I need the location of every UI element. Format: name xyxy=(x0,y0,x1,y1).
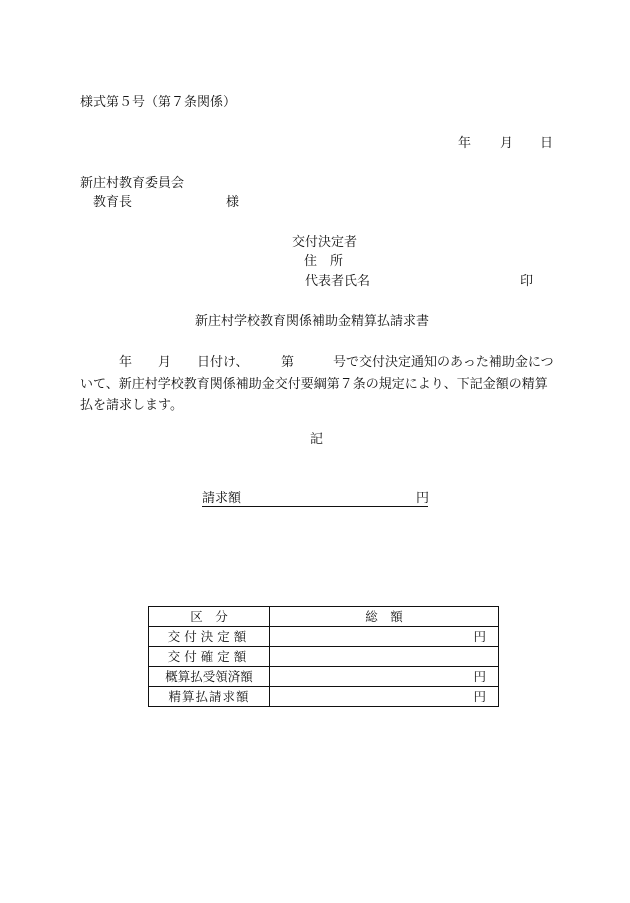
ki-marker: 記 xyxy=(310,432,324,447)
table-header-row xyxy=(149,607,499,627)
recipient-title: 教育長 xyxy=(93,195,133,210)
row-unit xyxy=(270,647,499,667)
row-label: 精算払請求額 xyxy=(149,687,270,707)
applicant-rep-label: 代表者氏名 xyxy=(305,274,371,289)
table-row xyxy=(149,667,499,687)
summary-table xyxy=(148,606,499,707)
recipient-honorific: 様 xyxy=(226,195,240,210)
row-unit: 円 xyxy=(270,687,499,707)
row-unit: 円 xyxy=(270,667,499,687)
table-row xyxy=(149,647,499,667)
table-row xyxy=(149,627,499,647)
request-amount-label: 請求額 xyxy=(202,491,242,506)
request-amount-unit: 円 xyxy=(416,491,430,506)
table-row xyxy=(149,687,499,707)
row-label: 交付確定額 xyxy=(149,647,270,667)
document-title: 新庄村学校教育関係補助金精算払請求書 xyxy=(195,314,430,329)
header-total: 総 額 xyxy=(270,607,499,627)
header-category: 区 分 xyxy=(149,607,270,627)
recipient-org: 新庄村教育委員会 xyxy=(80,176,185,191)
form-number: 様式第５号（第７条関係） xyxy=(80,95,237,110)
date-year-label: 年 xyxy=(458,136,472,151)
date-day-label: 日 xyxy=(540,136,554,151)
seal-mark: 印 xyxy=(520,274,534,289)
date-month-label: 月 xyxy=(500,136,514,151)
applicant-heading: 交付決定者 xyxy=(292,235,358,250)
row-label: 交付決定額 xyxy=(149,627,270,647)
row-unit: 円 xyxy=(270,627,499,647)
body-paragraph: 年 月 日付け、 第 号で交付決定通知のあった補助金について、新庄村学校教育関係補助金交付要綱第７条の規定により、下記金額の精算払を請求します。 xyxy=(80,355,554,413)
applicant-address-label: 住 所 xyxy=(304,254,344,269)
row-label: 概算払受領済額 xyxy=(149,667,270,687)
